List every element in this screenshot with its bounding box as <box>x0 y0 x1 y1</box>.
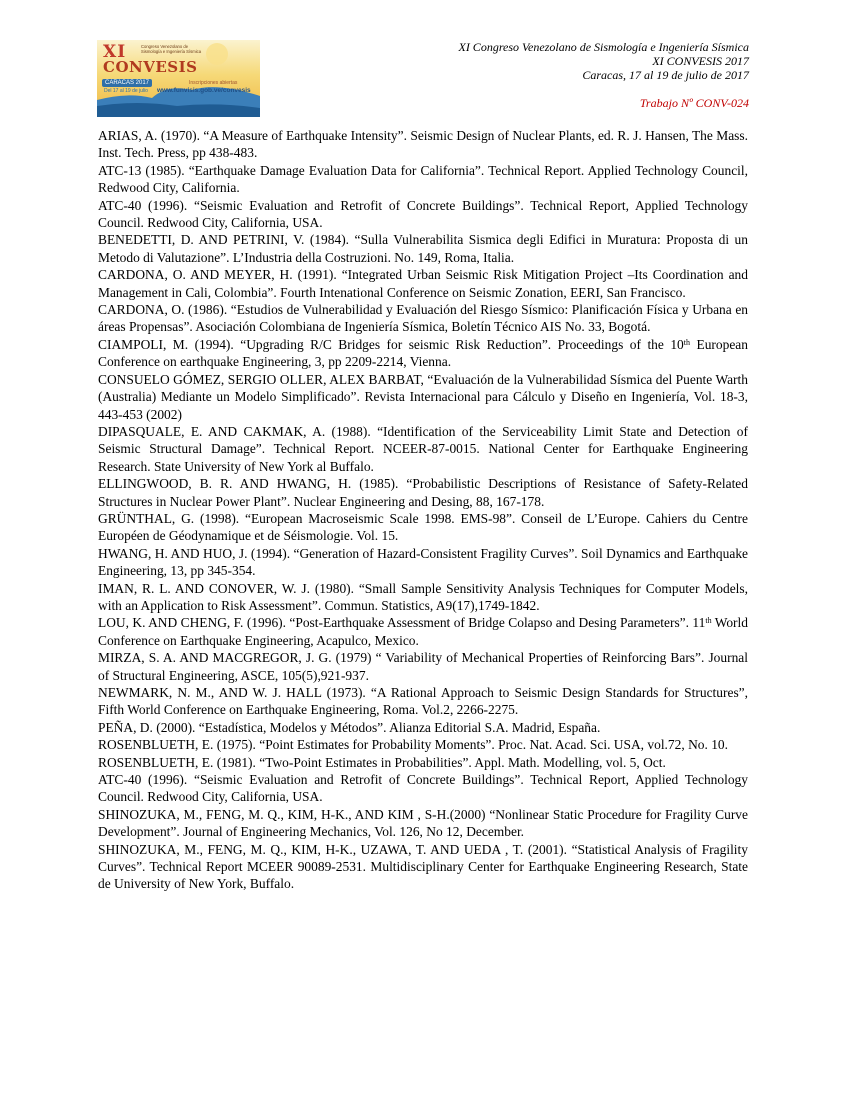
header-edition: XI CONVESIS 2017 <box>652 54 749 68</box>
reference-text: DIPASQUALE, E. AND CAKMAK, A. (1988). “Identification of the Serviceability Limit State and Detection of Seismic Structural Damage”. Technical Report. NCEER-87-0015. National Center for Earthquake Engineering Research. State University of New York al Buffalo. <box>98 423 748 474</box>
reference-text: PEÑA, D. (2000). “Estadística, Modelos y Métodos”. Alianza Editorial S.A. Madrid, España. <box>98 719 601 735</box>
reference-superscript: th <box>705 616 712 626</box>
reference-entry <box>98 475 748 510</box>
reference-entry <box>98 754 748 771</box>
reference-text: CARDONA, O. (1986). “Estudios de Vulnerabilidad y Evaluación del Riesgo Sísmico: Planificación Física y Urbana en áreas Propensas”. Asociación Colombiana de Ingeniería Sísmica, Boletín Técnico AIS No. 33, Bogotá. <box>98 302 748 335</box>
logo-xi: XI <box>103 42 127 62</box>
reference-entry <box>98 266 748 301</box>
reference-text: SHINOZUKA, M., FENG, M. Q., KIM, H-K., UZAWA, T. AND UEDA , T. (2001). “Statistical Analysis of Fragility Curves”. Technical Report MCEER 90089-2531. Multidisciplinary Center for Earthquake Engineering Research, State de University of New York, Buffalo. <box>98 841 748 892</box>
reference-entry <box>98 371 748 423</box>
reference-text: ATC-40 (1996). “Seismic Evaluation and Retrofit of Concrete Buildings”. Technical Report, Applied Technology Council. Redwood City, California, USA. <box>98 197 748 231</box>
reference-entry <box>98 197 748 232</box>
reference-entry <box>98 736 748 753</box>
reference-text: SHINOZUKA, M., FENG, M. Q., KIM, H-K., AND KIM , S-H.(2000) “Nonlinear Static Procedure for Fragility Curve Development”. Journal of Engineering Mechanics, Vol. 126, No 12, December. <box>98 806 748 840</box>
reference-text: CIAMPOLI, M. (1994). “Upgrading R/C Bridges for seismic Risk Reduction”. Proceedings of the 10 <box>98 336 684 352</box>
reference-text-continued: World Conference on Earthquake Engineering, Acapulco, Mexico. <box>98 615 748 648</box>
convesis-logo <box>97 40 260 117</box>
reference-entry <box>98 423 748 475</box>
logo-subtitle: Congreso Venezolano de Sismología e Ingeniería Sísmica <box>141 44 202 54</box>
reference-entry <box>98 510 748 545</box>
logo-dates: Del 17 al 19 de julio <box>104 88 148 94</box>
reference-text: ARIAS, A. (1970). “A Measure of Earthquake Intensity”. Seismic Design of Nuclear Plants, ed. R. J. Hansen, The Mass. Inst. Tech. Press, pp 438-483. <box>98 128 748 161</box>
reference-text: BENEDETTI, D. AND PETRINI, V. (1984). “Sulla Vulnerabilita Sismica degli Edifici in Muratura: Proposta di un Metodo di Valutazione”. L’Industria della Costruzioni. No. 149, Roma, Italia. <box>98 232 748 265</box>
running-header <box>458 40 749 110</box>
header-congress: XI Congreso Venezolano de Sismología e Ingeniería Sísmica <box>458 40 749 54</box>
reference-text: CONSUELO GÓMEZ, SERGIO OLLER, ALEX BARBAT, “Evaluación de la Vulnerabilidad Sísmica del Puente Warth (Australia) Mediante un Modelo Simplificado”. Revista Internacional para Cálculo y Diseño en Ingeniería, Vol. 18-3, 443-453 (2002) <box>98 371 748 422</box>
reference-list <box>98 127 748 893</box>
reference-entry <box>98 806 748 841</box>
reference-text: GRÜNTHAL, G. (1998). “European Macroseismic Scale 1998. EMS-98”. Conseil de L’Europe. Cahiers du Centre Européen de Géodynamique et de Séismologie. Vol. 15. <box>98 510 748 544</box>
logo-convesis: CONVESIS <box>103 58 198 76</box>
reference-entry <box>98 684 748 719</box>
header-paper-code: Trabajo Nº CONV-024 <box>639 96 749 110</box>
reference-text: MIRZA, S. A. AND MACGREGOR, J. G. (1979) “ Variability of Mechanical Properties of Reinforcing Bars”. Journal of Structural Engineering, ASCE, 105(5),921-937. <box>98 650 748 683</box>
reference-text: ATC-40 (1996). “Seismic Evaluation and Retrofit of Concrete Buildings”. Technical Report, Applied Technology Council. Redwood City, California, USA. <box>98 772 748 805</box>
logo-website: www.funvisis.gob.ve/convesis <box>157 87 251 94</box>
logo-registrations: Inscripciones abiertas <box>189 80 238 86</box>
reference-entry <box>98 771 748 806</box>
reference-entry <box>98 545 748 580</box>
reference-text: IMAN, R. L. AND CONOVER, W. J. (1980). “Small Sample Sensitivity Analysis Techniques for Computer Models, with an Application to Risk Assessment”. Commun. Statistics, A9(17),1749-1842. <box>98 580 748 613</box>
reference-entry <box>98 719 748 736</box>
reference-entry <box>98 301 748 336</box>
reference-text: NEWMARK, N. M., AND W. J. HALL (1973). “A Rational Approach to Seismic Design Standards for Structures”, Fifth World Conference on Earthquake Engineering, Roma. Vol.2, 2266-2275. <box>98 685 748 718</box>
reference-text: ROSENBLUETH, E. (1975). “Point Estimates for Probability Moments”. Proc. Nat. Acad. Sci. USA, vol.72, No. 10. <box>98 737 729 753</box>
reference-text: ELLINGWOOD, B. R. AND HWANG, H. (1985). “Probabilistic Descriptions of Resistance of Safety-Related Structures in Nuclear Power Plant”. Nuclear Engineering and Desing, 88, 167-178. <box>98 476 748 509</box>
reference-entry <box>98 336 748 371</box>
reference-text-continued: European Conference on earthquake Engineering, 3, pp 2209-2214, Vienna. <box>98 336 748 370</box>
reference-entry <box>98 614 748 649</box>
logo-place: CARACAS 2017 <box>102 79 152 87</box>
reference-entry <box>98 127 748 162</box>
reference-superscript: th <box>683 337 691 347</box>
reference-entry <box>98 580 748 615</box>
reference-entry <box>98 841 748 893</box>
reference-text: ATC-13 (1985). “Earthquake Damage Evaluation Data for California”. Technical Report. Applied Technology Council, Redwood City, California. <box>98 162 748 196</box>
header-location-date: Caracas, 17 al 19 de julio de 2017 <box>582 68 749 82</box>
reference-text: CARDONA, O. AND MEYER, H. (1991). “Integrated Urban Seismic Risk Mitigation Project –Its Coordination and Management in Cali, Colombia”. Fourth Intenational Conference on Seismic Zonation, EERI, San Francisco. <box>98 267 748 300</box>
reference-entry <box>98 649 748 684</box>
reference-entry <box>98 162 748 197</box>
reference-text: LOU, K. AND CHENG, F. (1996). “Post-Earthquake Assessment of Bridge Colapso and Desing Parameters”. 11 <box>98 615 706 631</box>
reference-text: HWANG, H. AND HUO, J. (1994). “Generation of Hazard-Consistent Fragility Curves”. Soil Dynamics and Earthquake Engineering, 13, pp 345-354. <box>98 545 748 579</box>
reference-entry <box>98 231 748 266</box>
reference-text: ROSENBLUETH, E. (1981). “Two-Point Estimates in Probabilities”. Appl. Math. Modelling, vol. 5, Oct. <box>98 754 666 770</box>
